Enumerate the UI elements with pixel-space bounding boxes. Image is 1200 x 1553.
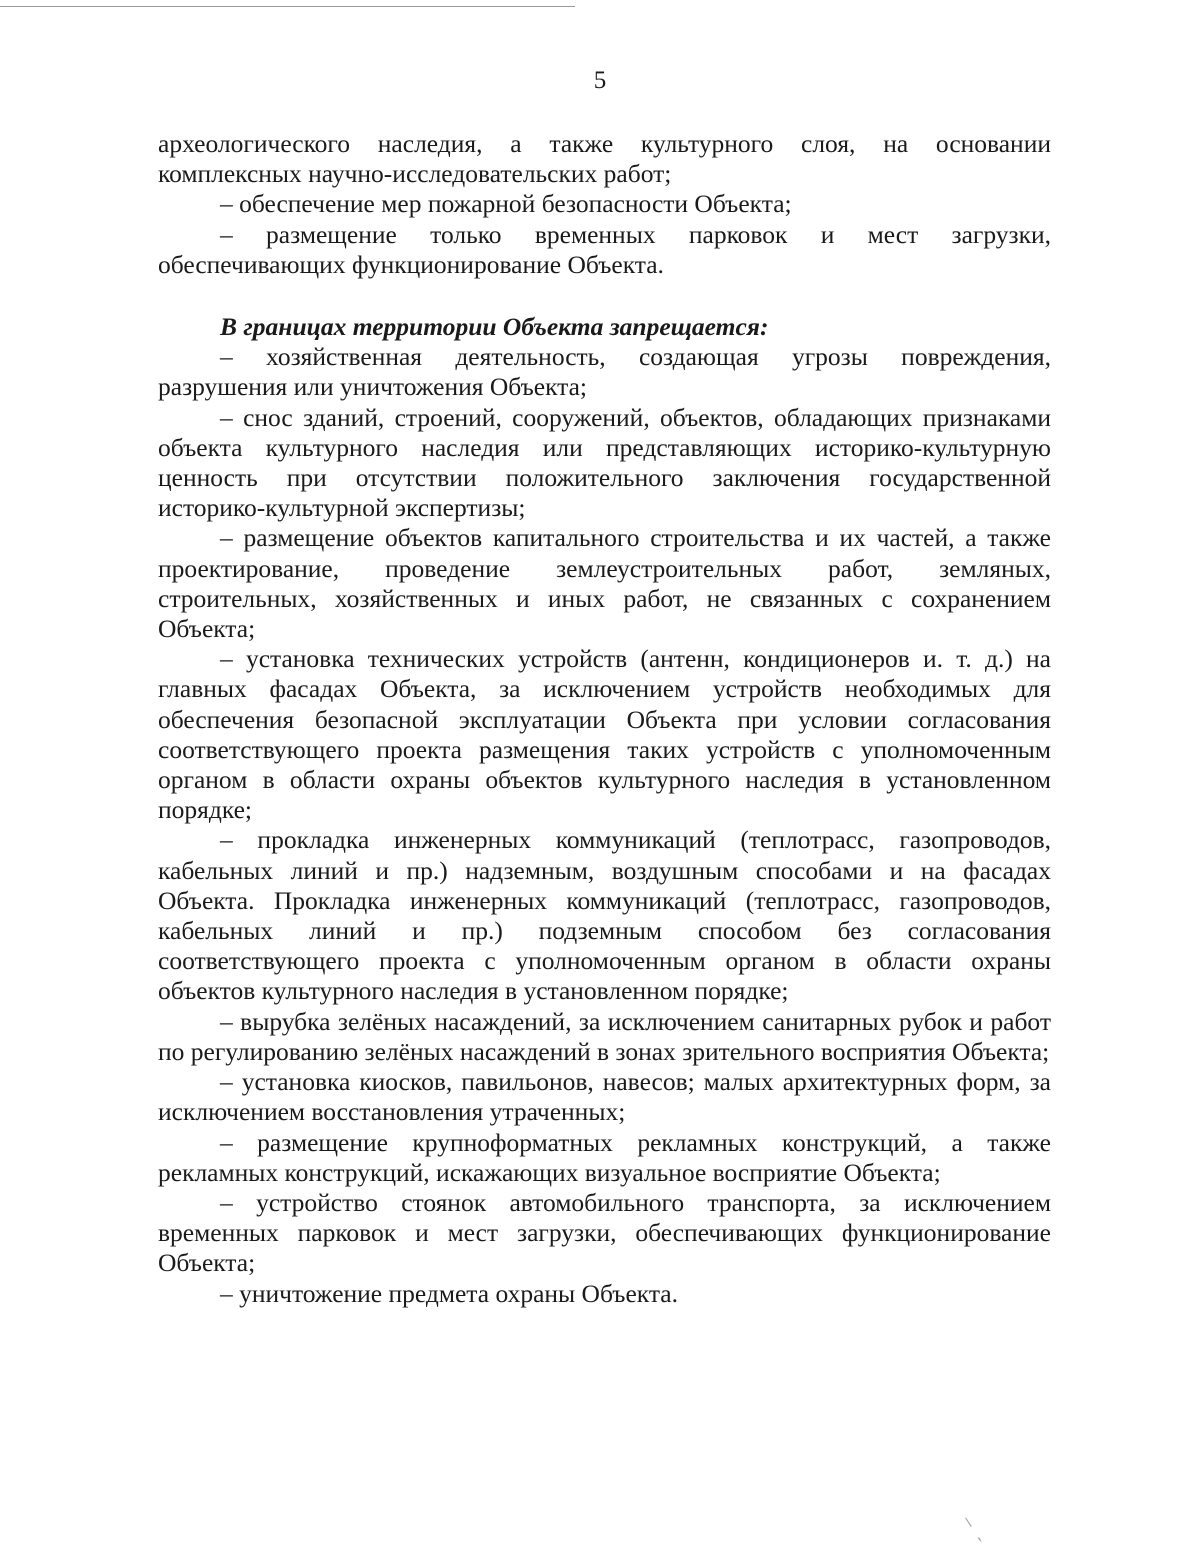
prohibition-item: – установка киосков, павильонов, навесов; малых архитектурных форм, за исключением восстановления утраченных;	[158, 1067, 1051, 1127]
prohibition-item: – снос зданий, строений, сооружений, объектов, обладающих признаками объекта культурного наследия или представляющих историко-культурную ценность при отсутствии положительного заключения государственной историко-культурной экспертизы;	[158, 402, 1051, 523]
list-item: – размещение только временных парковок и мест загрузки, обеспечивающих функционирование Объекта.	[158, 219, 1051, 279]
prohibition-item: – вырубка зелёных насаждений, за исключением санитарных рубок и работ по регулированию зелёных насаждений в зонах зрительного восприятия Объекта;	[158, 1006, 1051, 1066]
page-number: 5	[593, 67, 607, 94]
document-body	[158, 129, 1051, 1309]
section-heading: В границах территории Объекта запрещается:	[220, 312, 769, 342]
prohibition-item: – установка технических устройств (антенн, кондиционеров и. т. д.) на главных фасадах Объекта, за исключением устройств необходимых для обеспечения безопасной эксплуатации Объекта при условии согласования соответствующего проекта размещения таких устройств с уполномоченным органом в области охраны объектов культурного наследия в установленном порядке;	[158, 644, 1051, 825]
prohibition-item: – хозяйственная деятельность, создающая угрозы повреждения, разрушения или уничтожения Объекта;	[158, 342, 1051, 402]
top-rule	[0, 6, 575, 7]
prohibition-item: – уничтожение предмета охраны Объекта.	[220, 1278, 679, 1308]
scan-mark: ⸌ ˎ	[959, 1512, 989, 1543]
prohibition-item: – устройство стоянок автомобильного транспорта, за исключением временных парковок и мест загрузки, обеспечивающих функционирование Объекта;	[158, 1187, 1051, 1278]
continuation-paragraph: археологического наследия, а также культурного слоя, на основании комплексных научно-исследовательских работ;	[158, 129, 1051, 189]
prohibition-item: – размещение объектов капитального строительства и их частей, а также проектирование, проведение землеустроительных работ, земляных, строительных, хозяйственных и иных работ, не связанных с сохранением Объекта;	[158, 523, 1051, 644]
prohibition-item: – размещение крупноформатных рекламных конструкций, а также рекламных конструкций, искажающих визуальное восприятие Объекта;	[158, 1127, 1051, 1187]
prohibition-item: – прокладка инженерных коммуникаций (теплотрасс, газопроводов, кабельных линий и пр.) надземным, воздушным способами и на фасадах Объекта. Прокладка инженерных коммуникаций (теплотрасс, газопроводов, кабельных линий и пр.) подземным способом без согласования соответствующего проекта с уполномоченным органом в области охраны объектов культурного наследия в установленном порядке;	[158, 825, 1051, 1006]
list-item: – обеспечение мер пожарной безопасности Объекта;	[220, 189, 792, 219]
